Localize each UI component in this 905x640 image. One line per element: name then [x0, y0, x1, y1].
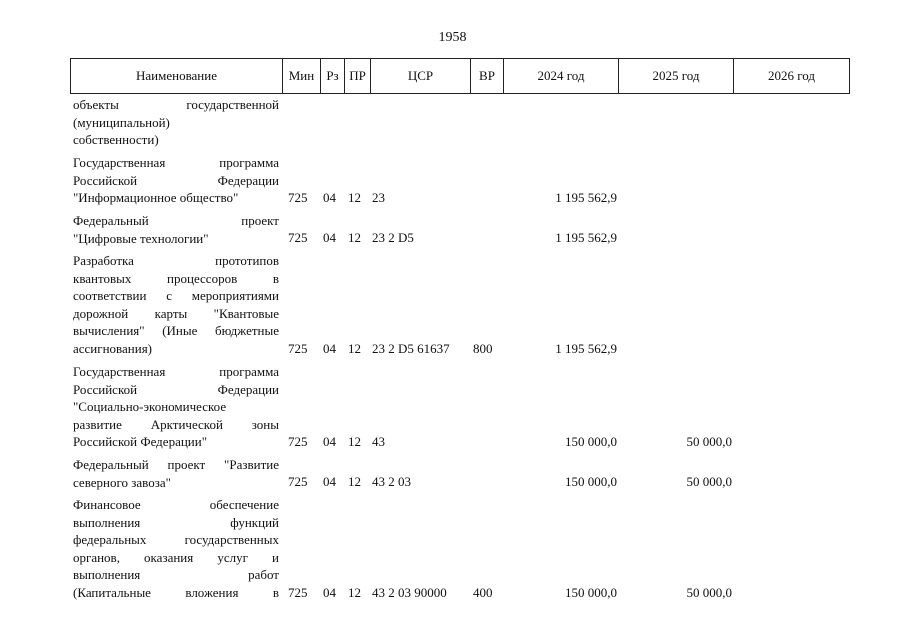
name-line: (муниципальной)	[73, 114, 170, 130]
name-line: квантовых процессоров в	[73, 270, 279, 286]
header-min: Мин	[283, 59, 321, 93]
name-line: дорожной карты "Квантовые	[73, 305, 279, 321]
name-line: Финансовое обеспечение	[73, 497, 279, 512]
cell-rz: 04	[323, 230, 336, 245]
cell-pr: 12	[348, 474, 361, 489]
name-line: выполнения функций	[73, 514, 279, 530]
row-name	[73, 496, 279, 602]
name-line: Федеральный проект "Развитие	[73, 457, 279, 472]
cell-vr: 800	[473, 341, 493, 356]
cell-pr: 12	[348, 585, 361, 600]
row-name	[73, 252, 279, 358]
cell-csr: 23 2 D5 61637	[372, 341, 450, 356]
name-line: вычисления" (Иные бюджетные	[73, 323, 279, 339]
name-line: Разработка прототипов	[73, 253, 279, 268]
cell-2024: 1 195 562,9	[555, 341, 617, 356]
cell-pr: 12	[348, 230, 361, 245]
cell-min: 725	[288, 230, 308, 245]
cell-rz: 04	[323, 434, 336, 449]
cell-csr: 23	[372, 190, 385, 205]
name-line: "Информационное общество"	[73, 190, 239, 206]
row-name	[73, 96, 279, 149]
cell-vr: 400	[473, 585, 493, 600]
name-line: органов, оказания услуг и	[73, 549, 279, 565]
cell-pr: 12	[348, 434, 361, 449]
name-line: "Социально-экономическое	[73, 399, 227, 415]
cell-2025: 50 000,0	[686, 474, 732, 489]
cell-2024: 150 000,0	[565, 585, 617, 600]
row-name	[73, 154, 279, 207]
cell-csr: 23 2 D5	[372, 230, 414, 245]
row-name	[73, 456, 279, 491]
cell-rz: 04	[323, 190, 336, 205]
name-line: развитие Арктической зоны	[73, 416, 279, 432]
cell-rz: 04	[323, 585, 336, 600]
name-line: северного завоза"	[73, 474, 171, 490]
name-line: Российской Федерации	[73, 381, 279, 397]
cell-min: 725	[288, 341, 308, 356]
cell-min: 725	[288, 585, 308, 600]
name-line: соответствии с мероприятиями	[73, 288, 279, 304]
cell-2024: 1 195 562,9	[555, 190, 617, 205]
row-name	[73, 212, 279, 247]
cell-2024: 1 195 562,9	[555, 230, 617, 245]
table-header	[70, 58, 850, 94]
row-name	[73, 363, 279, 451]
name-line: (Капитальные вложения в	[73, 584, 279, 600]
cell-2025: 50 000,0	[686, 585, 732, 600]
cell-2024: 150 000,0	[565, 434, 617, 449]
header-csr: ЦСР	[371, 59, 471, 93]
cell-pr: 12	[348, 341, 361, 356]
cell-rz: 04	[323, 341, 336, 356]
name-line: выполнения работ	[73, 567, 279, 583]
name-line: Государственная программа	[73, 155, 279, 170]
cell-pr: 12	[348, 190, 361, 205]
name-line: Федеральный проект	[73, 213, 279, 228]
name-line: федеральных государственных	[73, 532, 279, 548]
header-2025: 2025 год	[619, 59, 734, 93]
header-vr: ВР	[471, 59, 504, 93]
cell-2024: 150 000,0	[565, 474, 617, 489]
name-line: Российской Федерации"	[73, 434, 208, 450]
page-number: 1958	[438, 30, 467, 45]
name-line: Российской Федерации	[73, 172, 279, 188]
cell-rz: 04	[323, 474, 336, 489]
name-line: Государственная программа	[73, 364, 279, 379]
header-name: Наименование	[71, 59, 283, 93]
cell-min: 725	[288, 474, 308, 489]
cell-csr: 43	[372, 434, 385, 449]
header-rz: Рз	[321, 59, 345, 93]
header-2024: 2024 год	[504, 59, 619, 93]
header-2026: 2026 год	[768, 68, 815, 83]
name-line: объекты государственной	[73, 97, 279, 112]
cell-min: 725	[288, 434, 308, 449]
name-line: "Цифровые технологии"	[73, 230, 209, 246]
name-line: собственности)	[73, 132, 159, 148]
name-line: ассигнования)	[73, 340, 153, 356]
cell-csr: 43 2 03 90000	[372, 585, 447, 600]
cell-csr: 43 2 03	[372, 474, 411, 489]
cell-min: 725	[288, 190, 308, 205]
header-pr: ПР	[345, 59, 371, 93]
cell-2025: 50 000,0	[686, 434, 732, 449]
